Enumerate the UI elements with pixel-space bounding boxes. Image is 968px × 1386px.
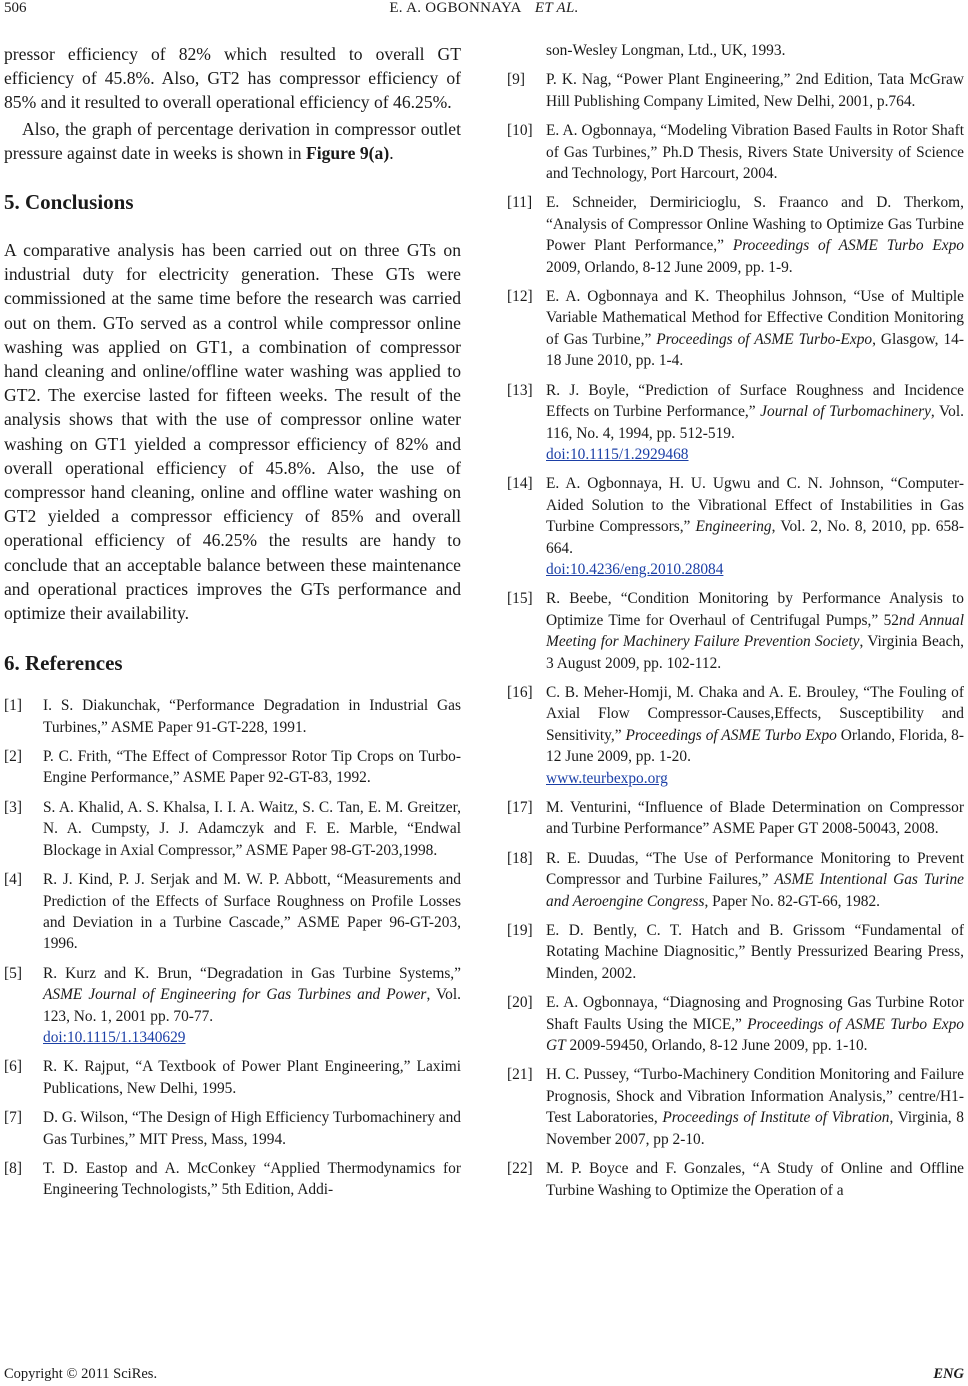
reference-number: [19] — [507, 922, 533, 940]
reference-item — [4, 746, 461, 789]
reference-text: D. G. Wilson, “The Design of High Efficiency Turbomachinery and Gas Turbines,” MIT Press, Mass, 1994. — [43, 1109, 461, 1148]
running-head — [0, 0, 968, 17]
reference-number: [4] — [4, 871, 22, 889]
reference-text: P. C. Frith, “The Effect of Compressor Rotor Tip Crops on Turbo- Engine Performance,” ASME Paper 92-GT-83, 1992. — [43, 748, 461, 787]
reference-item — [507, 797, 964, 840]
reference-item — [507, 380, 964, 466]
reference-number: [20] — [507, 994, 533, 1012]
reference-item — [4, 963, 461, 1049]
reference-item — [507, 473, 964, 580]
reference-number: [21] — [507, 1066, 533, 1084]
reference-text: E. A. Ogbonnaya, “Modeling Vibration Based Faults in Rotor Shaft of Gas Turbines,” Ph.D Thesis, Rivers State University of Science and Technology, Port Harcourt, 2004. — [546, 122, 964, 183]
reference-number: [3] — [4, 798, 22, 816]
reference-number: [14] — [507, 475, 533, 493]
reference-item — [507, 69, 964, 112]
page-number: 506 — [4, 0, 27, 16]
reference-number: [10] — [507, 122, 533, 140]
page-header — [0, 0, 968, 24]
doi-link[interactable]: doi:10.1115/1.2929468 — [546, 445, 689, 463]
reference-text: E. Schneider, Dermiricioglu, S. Fraanco and D. Therkom, “Analysis of Compressor Online Washing to Optimize Gas Turbine Power Plant Performance,” Proceedings of ASME Turbo Expo 2009, Orlando, 8-12 June 2009, pp. 1-9. — [546, 194, 965, 276]
reference-item — [4, 1107, 461, 1150]
reference-item — [4, 869, 461, 955]
conclusions-paragraph: A comparative analysis has been carried out on three GTs on industrial duty for electricity generation. These GTs were commissioned at the same time before the research was carried out on them. GTo served as a control while compressor online washing was applied on GT1, a combination of compressor hand cleaning and online/offline water washing was applied to GT2. The exercise lasted for fifteen weeks. The result of the analysis shows that with the use of compressor online water washing on GT1 yielded a compressor efficiency of 82% and overall operational efficiency of 45.8%. Also, the use of compressor hand cleaning, online and offline water washing on GT2 yielded a compressor efficiency of 85% and overall operational efficiency of 46.25% the results are handy to conclude that an acceptable balance between these maintenance and operational practices improves the GTs performance and optimize their availability. — [4, 240, 461, 624]
reference-item — [507, 992, 964, 1056]
journal-abbreviation: ENG — [933, 1366, 964, 1382]
reference-number: [16] — [507, 683, 533, 701]
paragraph-continuation: pressor efficiency of 82% which resulted to overall GT efficiency of 45.8%. Also, GT2 has compressor efficiency of 85% and it resulted to overall operational efficiency of 46.25%. — [4, 44, 461, 113]
paragraph-end: . — [389, 142, 394, 163]
reference-number: [11] — [507, 194, 533, 212]
reference-text: M. P. Boyce and F. Gonzales, “A Study of Online and Offline Turbine Washing to Optimize the Operation of a — [546, 1160, 964, 1199]
reference-number: [5] — [4, 964, 22, 982]
reference-text: E. D. Bently, C. T. Hatch and B. Grissom “Fundamental of Rotating Machine Diagnositic,” Bently Pressurized Bearing Press, Minden, 2002. — [546, 922, 964, 982]
reference-item — [507, 1158, 964, 1201]
reference-number: [13] — [507, 381, 533, 399]
reference-number: [1] — [4, 697, 22, 715]
reference-item — [4, 1158, 461, 1201]
reference-number: [15] — [507, 590, 533, 608]
paragraph-figure-reference — [4, 117, 461, 165]
page-footer — [0, 1360, 968, 1384]
reference-text: T. D. Eastop and A. McConkey “Applied Thermodynamics for Engineering Technologists,” 5th Edition, Addi- — [43, 1159, 461, 1199]
reference-item — [507, 588, 964, 674]
reference-text: E. A. Ogbonnaya and K. Theophilus Johnson, “Use of Multiple Variable Mathematical Method for Effective Condition Monitoring of Gas Turbine,” Proceedings of ASME Turbo-Expo, Glasgow, 14-18 June 2010, pp. 1-4. — [546, 288, 964, 370]
reference-text: I. S. Diakunchak, “Performance Degradation in Industrial Gas Turbines,” ASME Paper 91-GT-228, 1991. — [43, 697, 461, 736]
doi-link[interactable]: doi:10.4236/eng.2010.28084 — [546, 560, 724, 578]
reference-item — [507, 192, 964, 278]
reference-text: M. Venturini, “Influence of Blade Determination on Compressor and Turbine Performance” ASME Paper GT 2008-50043, 2008. — [546, 799, 964, 838]
reference-text: R. K. Rajput, “A Textbook of Power Plant Engineering,” Laximi Publications, New Delhi, 1995. — [43, 1058, 461, 1097]
reference-list — [4, 695, 461, 1201]
reference-text: R. E. Duudas, “The Use of Performance Monitoring to Prevent Compressor and Turbine Failures,” ASME Intentional Gas Turine and Aeroengine Congress, Paper No. 82-GT-66, 1982. — [546, 849, 964, 910]
reference-number: [9] — [507, 71, 525, 89]
reference-number: [12] — [507, 288, 533, 306]
reference-text: R. Kurz and K. Brun, “Degradation in Gas Turbine Systems,” ASME Journal of Engineering for Gas Turbines and Power, Vol. 123, No. 1, 2001 pp. 70-77. doi:10.1115/1.1340629 — [43, 964, 461, 1046]
reference-text: S. A. Khalid, A. S. Khalsa, I. I. A. Waitz, S. C. Tan, E. M. Greitzer, N. A. Cumpsty, J. J. Adamczyk and F. E. Marble, “Endwal Blockage in Axial Compressor,” ASME Paper 98-GT-203,1998. — [43, 798, 461, 859]
reference-number: [7] — [4, 1109, 22, 1127]
reference-text: R. J. Kind, P. J. Serjak and M. W. P. Abbott, “Measurements and Prediction of the Effects of Surface Roughness on Profile Losses and Deviation in a Turbine Cascade,” ASME Paper 96-GT-203, 1996. — [43, 871, 461, 953]
reference-number: [2] — [4, 748, 22, 766]
section-heading-conclusions: 5. Conclusions — [4, 190, 134, 215]
reference-item — [507, 286, 964, 372]
reference-item-continued — [507, 40, 964, 61]
url-link[interactable]: www.teurbexpo.org — [546, 769, 668, 787]
reference-number: [6] — [4, 1058, 22, 1076]
section-heading-references: 6. References — [4, 651, 123, 676]
figure-link[interactable]: Figure 9(a) — [305, 142, 390, 163]
reference-item — [507, 848, 964, 912]
reference-item — [4, 1056, 461, 1099]
reference-item — [507, 682, 964, 789]
reference-number: [8] — [4, 1159, 22, 1177]
reference-text: P. K. Nag, “Power Plant Engineering,” 2nd Edition, Tata McGraw Hill Publishing Company Limited, New Delhi, 2001, p.764. — [546, 71, 964, 110]
reference-item — [4, 695, 461, 738]
reference-text: son-Wesley Longman, Ltd., UK, 1993. — [546, 42, 786, 59]
reference-text: R. J. Boyle, “Prediction of Surface Roughness and Incidence Effects on Turbine Performance,” Journal of Turbomachinery, Vol. 116, No. 4, 1994, pp. 512-519. doi:10.1115/1.2929468 — [546, 381, 964, 463]
reference-text: E. A. Ogbonnaya, “Diagnosing and Prognosing Gas Turbine Rotor Shaft Faults Using the MICE,” Proceedings of ASME Turbo Expo GT 2009-59450, Orlando, 8-12 June 2009, pp. 1-10. — [546, 994, 964, 1055]
doi-link[interactable]: doi:10.1115/1.1340629 — [43, 1028, 186, 1046]
reference-text: E. A. Ogbonnaya, H. U. Ugwu and C. N. Johnson, “Computer-Aided Solution to the Vibrational Effect of Instabilities in Gas Turbine Compressors,” Engineering, Vol. 2, No. 8, 2010, pp. 658-664. doi:10.4236/eng.2010.28084 — [546, 475, 964, 578]
reference-item — [4, 797, 461, 861]
reference-text: H. C. Pussey, “Turbo-Machinery Condition Monitoring and Failure Prognosis, Shock and Vibration Information Analysis,” centre/H1-Test Laboratories, Proceedings of Institute of Vibration, Virginia, 8 November 2007, pp 2-10. — [546, 1066, 964, 1148]
reference-item — [507, 1064, 964, 1150]
left-column — [4, 42, 461, 1201]
running-head-etal: ET AL. — [534, 0, 579, 16]
reference-number: [17] — [507, 799, 533, 816]
reference-text: C. B. Meher-Homji, M. Chaka and A. E. Brouley, “The Fouling of Axial Flow Compressor-Causes,Effects, Susceptibility and Sensitivity,” Proceedings of ASME Turbo Expo Orlando, Florida, 8-12 June 2009, pp. 1-20. www.teurbexpo.org — [546, 683, 964, 787]
reference-number: [22] — [507, 1160, 533, 1178]
reference-number: [18] — [507, 849, 533, 867]
reference-item — [507, 920, 964, 984]
reference-text: R. Beebe, “Condition Monitoring by Performance Analysis to Optimize Time for Overhaul of Centrifugal Pumps,” 52nd Annual Meeting for Machinery Failure Prevention Society, Virginia Beach, 3 August 2009, pp. 102-112. — [546, 590, 965, 672]
right-column — [507, 40, 964, 1201]
copyright-notice: Copyright © 2011 SciRes. — [4, 1366, 158, 1382]
running-head-author: E. A. OGBONNAYA — [389, 0, 521, 16]
paragraph-text: Also, the graph of percentage derivation in compressor outlet pressure against date in weeks is shown in — [4, 118, 461, 163]
reference-item — [507, 120, 964, 184]
